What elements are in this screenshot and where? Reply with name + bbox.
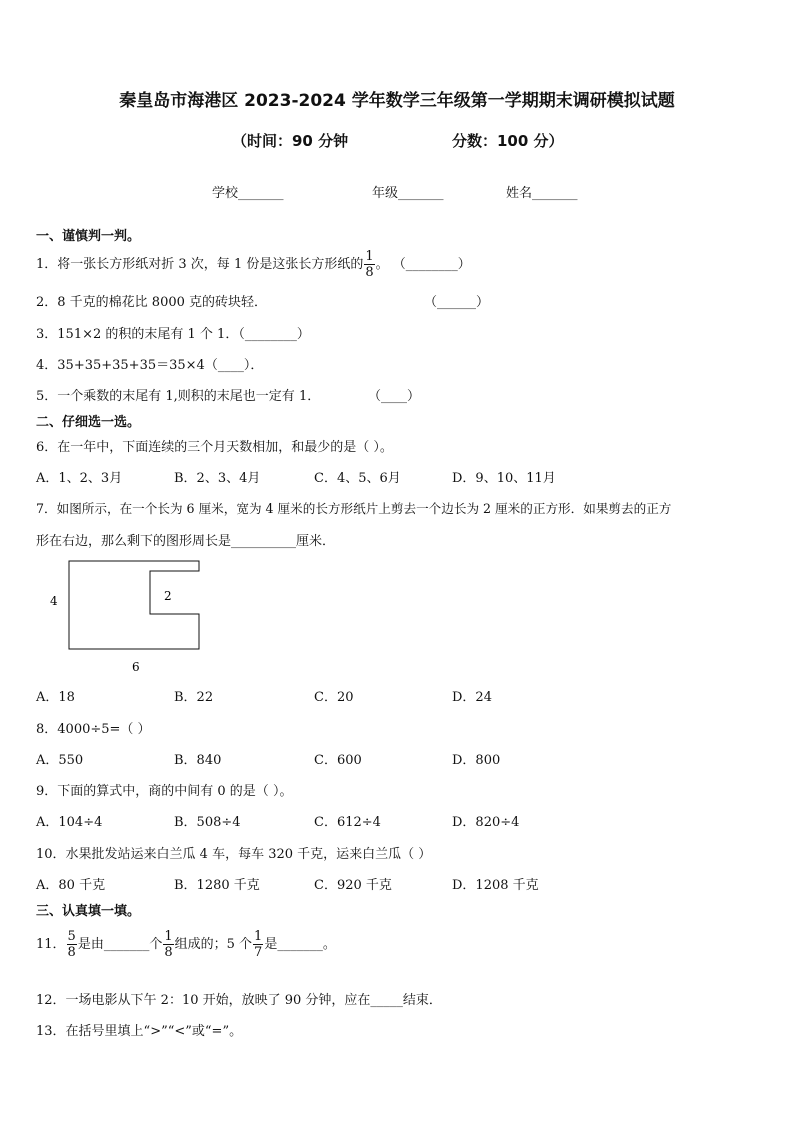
- section-1-heading: 一、谨慎判一判。: [36, 229, 141, 244]
- q8-option-c: C．600: [314, 753, 362, 768]
- q7-shape-outline: [69, 561, 199, 649]
- question-13: 13．在括号里填上“>”“<”或“=”。: [36, 1024, 243, 1039]
- question-10: 10．水果批发站运来白兰瓜 4 车，每车 320 千克，运来白兰瓜（ ）: [36, 847, 432, 862]
- q9-option-c: C．612÷4: [314, 815, 381, 830]
- q10-option-d: D．1208 千克: [452, 878, 539, 893]
- question-7-line-2: 形在右边，那么剩下的图形周长是__________厘米．: [36, 534, 336, 549]
- score-label: 分数：100 分）: [452, 132, 564, 150]
- q7-figure: [40, 555, 220, 680]
- question-11: [36, 930, 336, 959]
- school-field: 学校_______: [212, 186, 284, 201]
- q7-label-square: 2: [164, 589, 172, 603]
- q1-numerator: 1: [365, 249, 374, 264]
- question-1: [36, 250, 471, 279]
- q1-text: 1．将一张长方形纸对折 3 次，每 1 份是这张长方形纸的: [36, 257, 364, 272]
- section-2-heading: 二、仔细选一选。: [36, 415, 141, 430]
- question-4: 4．35+35+35+35＝35×4（____）．: [36, 358, 264, 373]
- time-label: （时间：90 分钟: [232, 132, 349, 150]
- q8-option-d: D．800: [452, 753, 501, 768]
- q8-option-b: B．840: [174, 753, 222, 768]
- q9-option-b: B．508÷4: [174, 815, 241, 830]
- question-9: 9．下面的算式中，商的中间有 0 的是（ ）。: [36, 784, 293, 799]
- q1-fraction: [364, 250, 374, 279]
- question-2: 2．8 千克的棉花比 8000 克的砖块轻．: [36, 295, 268, 310]
- q7-option-d: D．24: [452, 690, 492, 705]
- name-field: 姓名_______: [506, 186, 578, 201]
- q10-option-b: B．1280 千克: [174, 878, 260, 893]
- page-title: 秦皇岛市海港区 2023-2024 学年数学三年级第一学期期末调研模拟试题: [119, 91, 675, 111]
- q6-option-d: D．9、10、11月: [452, 471, 556, 486]
- q7-label-width: 4: [50, 594, 58, 608]
- q11-fraction-2: [163, 930, 173, 959]
- q6-option-a: A．1、2、3月: [36, 471, 123, 486]
- q11-text-1: 是由_______个: [77, 937, 163, 952]
- question-3: 3．151×2 的积的末尾有 1 个 1．（________）: [36, 327, 310, 342]
- q8-option-a: A．550: [36, 753, 84, 768]
- q7-label-length: 6: [132, 660, 140, 674]
- grade-field: 年级_______: [372, 186, 444, 201]
- q11-f1-denominator: 8: [67, 945, 76, 960]
- q1-blank: 。 （________）: [375, 257, 471, 272]
- question-5: 5．一个乘数的末尾有 1,则积的末尾也一定有 1．: [36, 389, 321, 404]
- question-12: 12．一场电影从下午 2：10 开始，放映了 90 分钟，应在_____结束．: [36, 993, 442, 1008]
- q11-f2-denominator: 8: [164, 945, 173, 960]
- q11-text-2: 组成的；5 个: [174, 937, 253, 952]
- question-7-line-1: 7．如图所示，在一个长为 6 厘米，宽为 4 厘米的长方形纸片上剪去一个边长为 2 厘米的正方形．如果剪去的正方: [36, 501, 672, 516]
- q11-f1-numerator: 5: [67, 929, 76, 944]
- section-3-heading: 三、认真填一填。: [36, 904, 141, 919]
- question-6: 6．在一年中，下面连续的三个月天数相加，和最少的是（ ）。: [36, 440, 393, 455]
- q10-option-a: A．80 千克: [36, 878, 106, 893]
- q2-blank: （______）: [424, 295, 490, 310]
- q5-blank: （____）: [368, 389, 421, 404]
- q6-option-b: B．2、3、4月: [174, 471, 261, 486]
- q10-option-c: C．920 千克: [314, 878, 392, 893]
- q9-option-a: A．104÷4: [36, 815, 103, 830]
- q11-f3-numerator: 1: [254, 929, 263, 944]
- q11-fraction-3: [253, 930, 263, 959]
- q11-f3-denominator: 7: [254, 945, 263, 960]
- q7-option-b: B．22: [174, 690, 214, 705]
- q6-option-c: C．4、5、6月: [314, 471, 401, 486]
- question-8: 8．4000÷5=（ ）: [36, 722, 151, 737]
- q7-option-c: C．20: [314, 690, 354, 705]
- q1-denominator: 8: [365, 265, 374, 280]
- q9-option-d: D．820÷4: [452, 815, 520, 830]
- q11-text-3: 是_______。: [264, 937, 336, 952]
- q7-option-a: A．18: [36, 690, 75, 705]
- q11-number: 11．: [36, 937, 66, 952]
- q11-fraction-1: [67, 930, 77, 959]
- q11-f2-numerator: 1: [164, 929, 173, 944]
